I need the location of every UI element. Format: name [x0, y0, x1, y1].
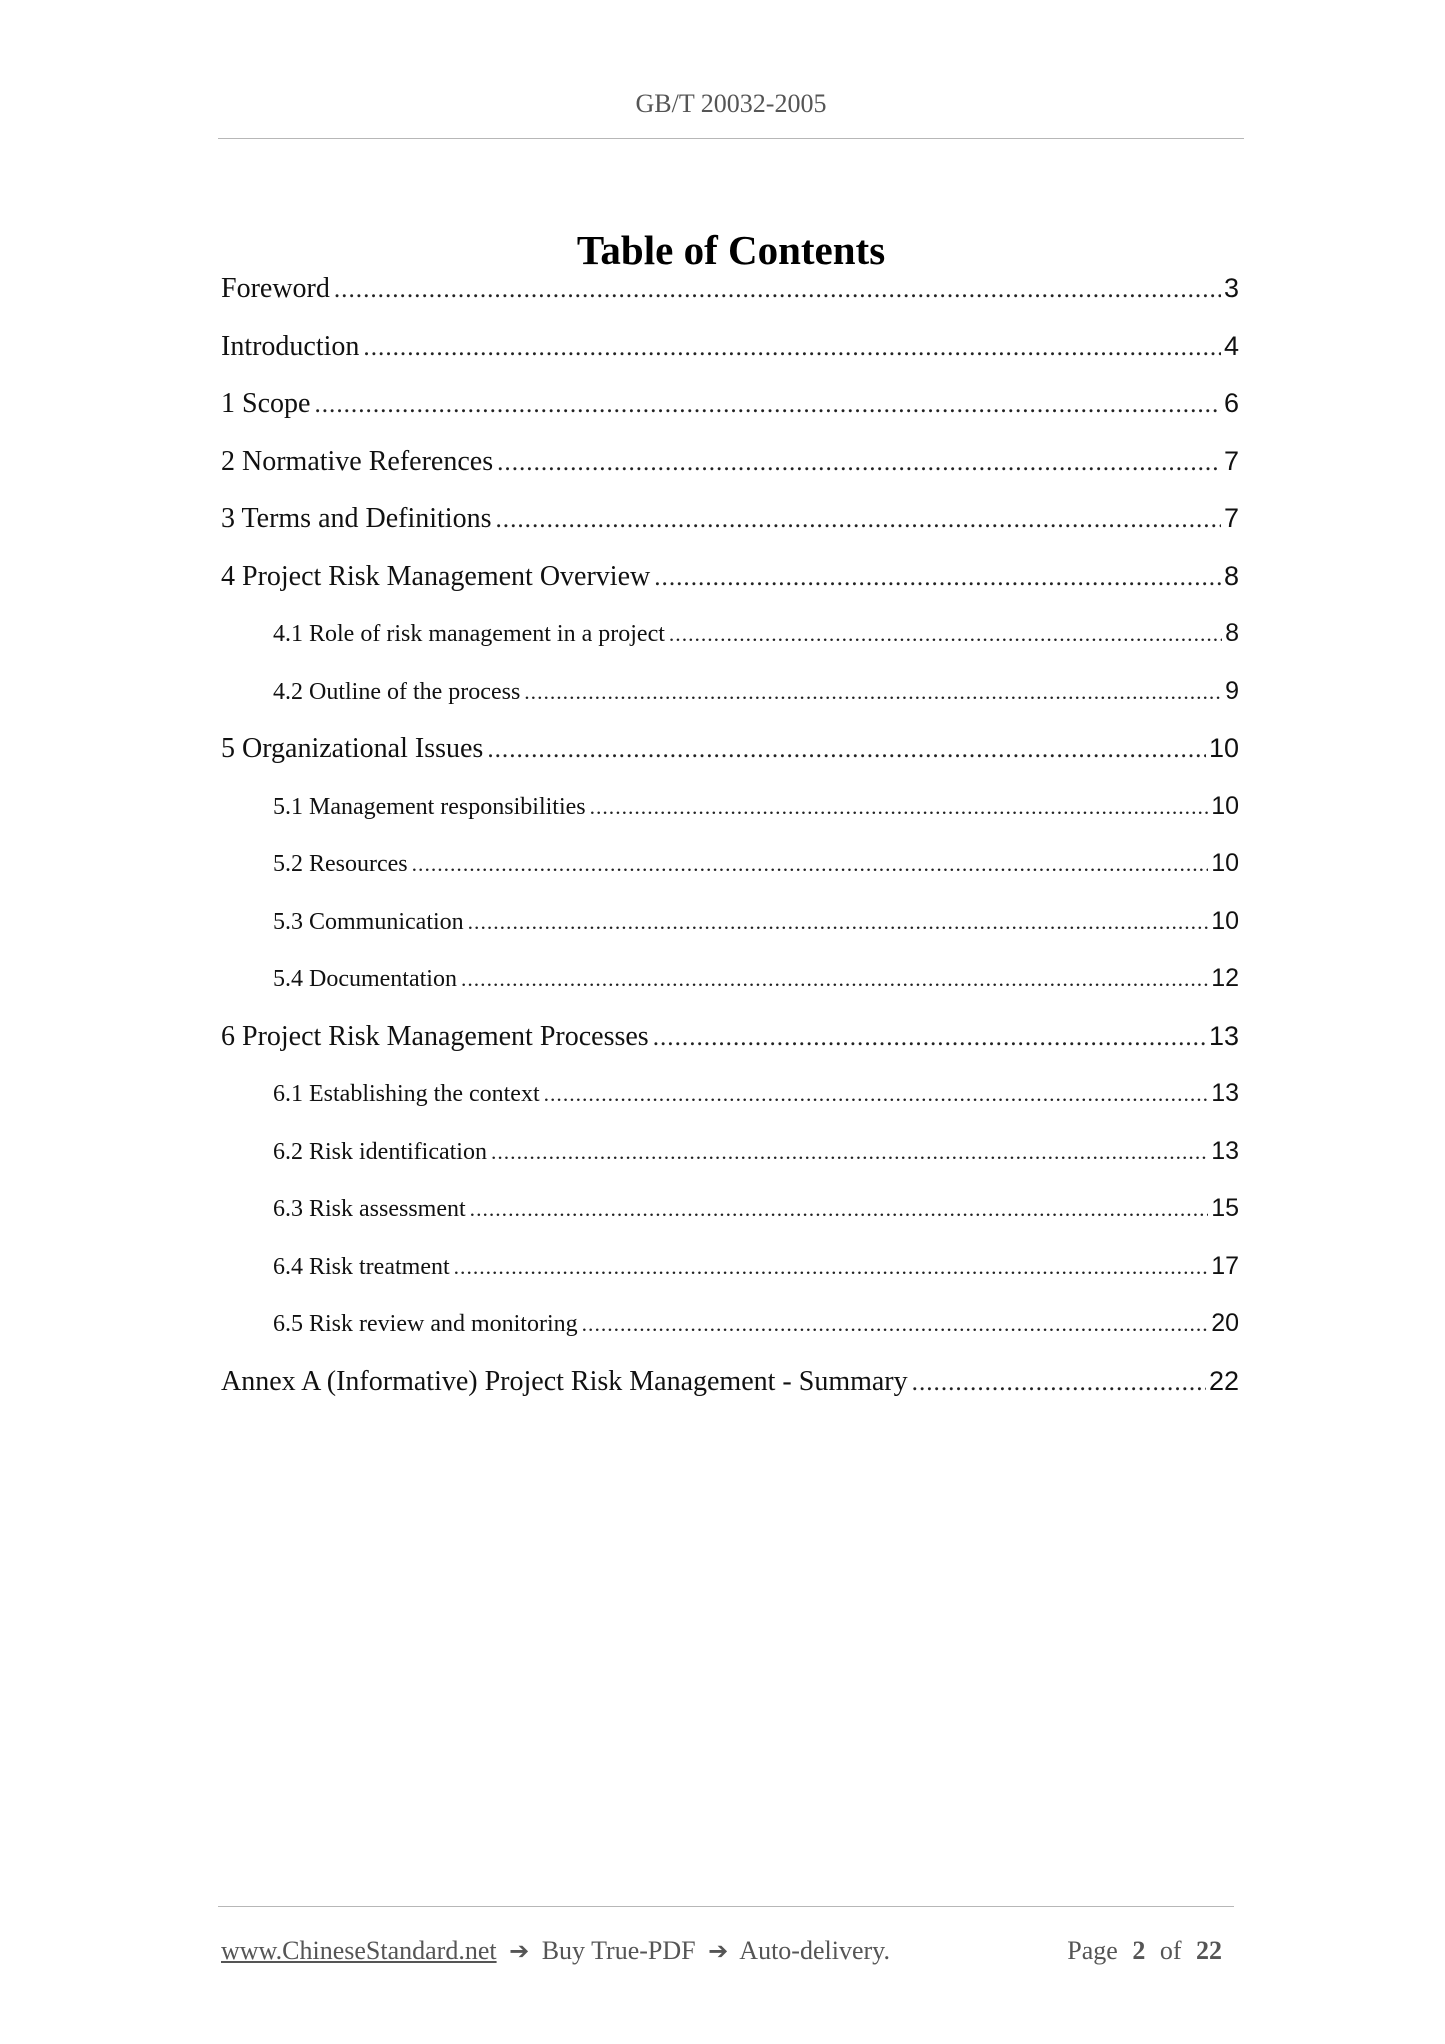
toc-entry[interactable]: [221, 1123, 1239, 1181]
toc-entry-page: 17: [1211, 1251, 1239, 1280]
dot-leader: [363, 319, 1221, 377]
toc-entry[interactable]: [221, 433, 1239, 491]
toc-entry-page: 12: [1211, 964, 1239, 992]
total-pages: 22: [1196, 1936, 1222, 1965]
toc-entry-page: 6: [1223, 388, 1239, 418]
toc-entry[interactable]: [221, 605, 1239, 663]
dot-leader: [654, 549, 1221, 607]
toc-entry[interactable]: [221, 1065, 1239, 1123]
toc-entry-page: 7: [1223, 445, 1239, 476]
toc-entry-label: 4.1 Role of risk management in a project: [273, 621, 665, 647]
toc-entry-label: 6 Project Risk Management Processes: [221, 1020, 649, 1052]
toc-entry-label: 4 Project Risk Management Overview: [221, 560, 651, 592]
toc-entry[interactable]: [221, 1008, 1239, 1066]
dot-leader: [669, 606, 1222, 664]
dot-leader: [461, 951, 1208, 1009]
toc-entry-label: 6.3 Risk assessment: [273, 1196, 466, 1222]
dot-leader: [544, 1066, 1209, 1124]
toc-entry-page: 4: [1223, 330, 1239, 361]
toc-entry[interactable]: [221, 663, 1239, 721]
toc-entry-label: Foreword: [221, 273, 330, 304]
document-code: GB/T 20032-2005: [635, 89, 827, 118]
toc-entry-label: 4.2 Outline of the process: [273, 678, 521, 705]
footer-promo: [221, 1931, 890, 1971]
toc-entry-page: 8: [1223, 560, 1239, 591]
right-arrow-icon: ➔: [708, 1937, 729, 1965]
toc-entry[interactable]: [221, 1180, 1239, 1238]
toc-entry-label: 2 Normative References: [221, 445, 494, 477]
toc-entry-label: 5 Organizational Issues: [221, 733, 484, 764]
toc-entry[interactable]: [221, 260, 1239, 318]
toc-entry[interactable]: [221, 490, 1239, 548]
page-number: [1067, 1931, 1230, 1971]
toc-entry-label: 6.5 Risk review and monitoring: [273, 1311, 578, 1337]
page-word: Page: [1067, 1936, 1118, 1965]
dot-leader: [334, 261, 1221, 319]
dot-leader: [590, 779, 1209, 837]
dot-leader: [454, 1239, 1209, 1297]
dot-leader: [582, 1296, 1209, 1354]
toc-entry[interactable]: [221, 1295, 1239, 1353]
toc-entry-page: 13: [1211, 1079, 1239, 1107]
dot-leader: [491, 1124, 1208, 1182]
toc-entry-page: 10: [1211, 849, 1239, 877]
toc-entry[interactable]: [221, 548, 1239, 606]
dot-leader: [470, 1181, 1209, 1239]
dot-leader: [653, 1009, 1206, 1067]
toc-entry[interactable]: [221, 778, 1239, 836]
toc-entry-page: 9: [1225, 676, 1239, 705]
toc-entry[interactable]: [221, 1238, 1239, 1296]
toc-entry-label: 1 Scope: [221, 388, 311, 419]
toc-entry-page: 3: [1223, 273, 1239, 303]
toc-entry-page: 13: [1211, 1136, 1239, 1165]
toc-entry-page: 22: [1208, 1365, 1239, 1396]
table-of-contents: [221, 260, 1239, 1410]
dot-leader: [912, 1354, 1206, 1412]
toc-entry-label: 6.4 Risk treatment: [273, 1253, 450, 1280]
dot-leader: [524, 664, 1222, 722]
toc-entry-page: 7: [1223, 503, 1239, 533]
dot-leader: [468, 894, 1209, 952]
toc-entry-page: 10: [1211, 791, 1239, 820]
toc-entry-page: 10: [1208, 733, 1239, 763]
dot-leader: [412, 836, 1209, 894]
toc-entry-page: 13: [1208, 1020, 1239, 1051]
page-header: [218, 84, 1244, 139]
toc-entry[interactable]: [221, 950, 1239, 1008]
toc-entry-label: Annex A (Informative) Project Risk Management - Summary: [221, 1365, 908, 1397]
toc-entry-page: 20: [1211, 1309, 1239, 1337]
dot-leader: [314, 376, 1221, 434]
toc-entry-page: 8: [1225, 619, 1239, 647]
dot-leader: [497, 434, 1221, 492]
buy-text: Buy True-PDF: [541, 1936, 696, 1965]
toc-entry-label: 5.1 Management responsibilities: [273, 793, 586, 820]
toc-entry-page: 10: [1211, 906, 1239, 935]
toc-entry-label: 5.3 Communication: [273, 908, 464, 935]
toc-entry-label: 3 Terms and Definitions: [221, 503, 492, 534]
toc-entry-label: 5.4 Documentation: [273, 966, 457, 992]
toc-entry-label: 6.1 Establishing the context: [273, 1081, 540, 1107]
current-page: 2: [1132, 1936, 1146, 1965]
right-arrow-icon: ➔: [509, 1937, 530, 1965]
site-link[interactable]: www.ChineseStandard.net: [221, 1936, 497, 1965]
toc-entry[interactable]: [221, 835, 1239, 893]
toc-entry-page: 15: [1211, 1194, 1239, 1222]
toc-entry-label: Introduction: [221, 330, 360, 362]
toc-entry-label: 5.2 Resources: [273, 851, 408, 877]
toc-entry[interactable]: [221, 1353, 1239, 1411]
dot-leader: [495, 491, 1220, 549]
toc-entry[interactable]: [221, 375, 1239, 433]
toc-entry[interactable]: [221, 893, 1239, 951]
delivery-text: Auto-delivery.: [739, 1936, 890, 1965]
toc-entry[interactable]: [221, 720, 1239, 778]
toc-entry-label: 6.2 Risk identification: [273, 1138, 487, 1165]
dot-leader: [487, 721, 1206, 779]
toc-entry[interactable]: [221, 318, 1239, 376]
toc-title: Table of Contents: [576, 227, 886, 274]
page-footer: [218, 1906, 1234, 1967]
of-word: of: [1159, 1936, 1182, 1965]
